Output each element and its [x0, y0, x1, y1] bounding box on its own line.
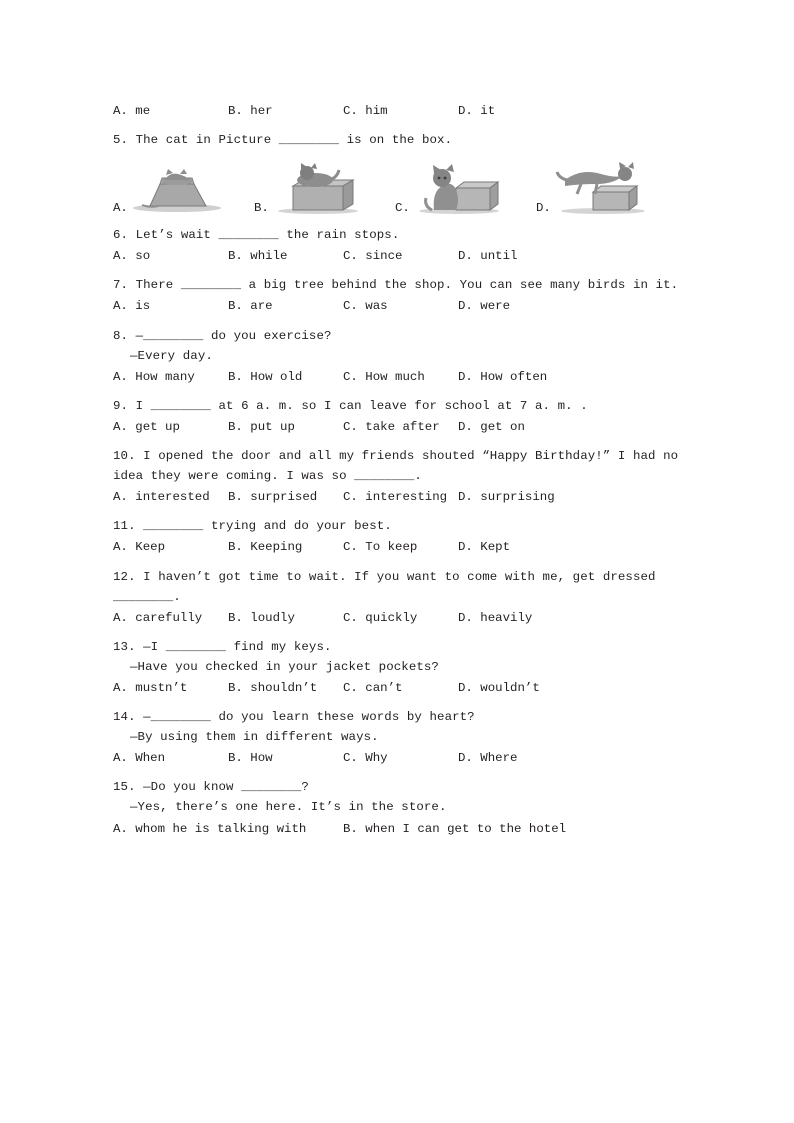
option-c[interactable]: C. was	[343, 299, 388, 314]
option-row	[113, 296, 686, 316]
option-b[interactable]: B. her	[228, 104, 273, 118]
cat-lying-flat-icon	[130, 158, 225, 216]
question-stem: 10. I opened the door and all my friends shouted “Happy Birthday!” I had no	[113, 449, 679, 464]
question-stem-cont: idea they were coming. I was so ________.	[113, 469, 422, 484]
question-block-q5	[113, 130, 686, 216]
question-block-q4-options	[113, 101, 686, 121]
option-b[interactable]: B. shouldn’t	[228, 680, 318, 695]
option-row	[113, 678, 686, 698]
option-a[interactable]: A. Keep	[113, 540, 166, 555]
cat-sitting-in-box-icon	[271, 158, 366, 216]
picture-label-c: C.	[395, 200, 410, 215]
question-stem: 13. —I ________ find my keys.	[113, 639, 332, 654]
picture-label-a: A.	[113, 200, 128, 215]
option-a[interactable]: A. mustn’t	[113, 680, 188, 695]
option-b[interactable]: B. surprised	[228, 490, 318, 505]
option-d[interactable]: D. heavily	[458, 610, 533, 625]
option-c[interactable]: C. interesting	[343, 490, 448, 505]
question-block-q7	[113, 275, 686, 316]
option-a[interactable]: A. How many	[113, 369, 195, 384]
option-b[interactable]: B. while	[228, 249, 288, 264]
option-b[interactable]: B. How old	[228, 369, 303, 384]
option-row	[113, 748, 686, 768]
option-a[interactable]: A. whom he is talking with	[113, 821, 307, 836]
question-stem: 9. I ________ at 6 a. m. so I can leave for school at 7 a. m. .	[113, 398, 588, 413]
picture-label-d: D.	[536, 200, 551, 215]
picture-option-a[interactable]	[113, 158, 254, 216]
question-stem-cont: ________.	[113, 589, 181, 604]
picture-option-c[interactable]	[395, 158, 536, 216]
option-c[interactable]: C. quickly	[343, 610, 418, 625]
option-c[interactable]: C. can’t	[343, 680, 403, 695]
question-stem-reply: —Every day.	[130, 348, 213, 363]
option-b[interactable]: B. put up	[228, 419, 295, 434]
option-a[interactable]: A. so	[113, 249, 151, 264]
option-b[interactable]: B. How	[228, 751, 273, 766]
question-stem-reply: —Yes, there’s one here. It’s in the store.	[130, 800, 447, 815]
option-c[interactable]: C. Why	[343, 751, 388, 766]
option-d[interactable]: D. it	[458, 104, 496, 118]
option-c[interactable]: C. him	[343, 104, 388, 118]
option-c[interactable]: C. since	[343, 249, 403, 264]
question-block-q14	[113, 707, 686, 768]
question-stem: 12. I haven’t got time to wait. If you want to come with me, get dressed	[113, 569, 656, 584]
option-row	[113, 537, 686, 557]
question-stem: 15. —Do you know ________?	[113, 780, 309, 795]
picture-option-b[interactable]	[254, 158, 395, 216]
option-c[interactable]: C. To keep	[343, 540, 418, 555]
question-block-q9	[113, 396, 686, 437]
cat-leaping-over-box-icon	[553, 158, 653, 216]
question-stem: 8. —________ do you exercise?	[113, 328, 332, 343]
option-b[interactable]: B. when I can get to the hotel	[343, 821, 567, 836]
option-a[interactable]: A. get up	[113, 419, 180, 434]
question-stem: 11. ________ trying and do your best.	[113, 519, 392, 534]
option-b[interactable]: B. are	[228, 299, 273, 314]
option-d[interactable]: D. wouldn’t	[458, 680, 540, 695]
option-b[interactable]: B. loudly	[228, 610, 295, 625]
option-d[interactable]: D. until	[458, 249, 518, 264]
question-block-q10	[113, 446, 686, 507]
option-row	[113, 417, 686, 437]
option-d[interactable]: D. were	[458, 299, 511, 314]
question-stem: 7. There ________ a big tree behind the shop. You can see many birds in it.	[113, 278, 679, 293]
option-row	[113, 246, 686, 266]
question-block-q6	[113, 225, 686, 266]
option-d[interactable]: D. get on	[458, 419, 525, 434]
question-stem: 5. The cat in Picture ________ is on the box.	[113, 133, 453, 148]
option-c[interactable]: C. take after	[343, 419, 440, 434]
option-b[interactable]: B. Keeping	[228, 540, 303, 555]
question-stem: 6. Let’s wait ________ the rain stops.	[113, 228, 400, 243]
question-block-q8	[113, 326, 686, 387]
option-row	[113, 367, 686, 387]
option-d[interactable]: D. Where	[458, 751, 518, 766]
question-stem-reply: —By using them in different ways.	[130, 730, 379, 745]
question-stem-reply: —Have you checked in your jacket pockets?	[130, 659, 439, 674]
picture-option-row	[113, 154, 686, 216]
option-d[interactable]: D. Kept	[458, 540, 511, 555]
option-a[interactable]: A. me	[113, 104, 151, 118]
option-row	[113, 608, 686, 628]
picture-option-d[interactable]	[536, 158, 653, 216]
question-block-q12	[113, 567, 686, 628]
cat-sitting-beside-box-icon	[412, 158, 507, 216]
option-a[interactable]: A. is	[113, 299, 151, 314]
option-c[interactable]: C. How much	[343, 369, 425, 384]
option-row	[113, 487, 686, 507]
question-block-q13	[113, 637, 686, 698]
option-d[interactable]: D. surprising	[458, 490, 555, 505]
option-d[interactable]: D. How often	[458, 369, 548, 384]
question-block-q15	[113, 777, 686, 838]
question-block-q11	[113, 516, 686, 557]
option-a[interactable]: A. carefully	[113, 610, 203, 625]
option-row	[113, 101, 686, 121]
option-a[interactable]: A. When	[113, 751, 166, 766]
picture-label-b: B.	[254, 200, 269, 215]
option-row	[113, 819, 686, 839]
question-stem: 14. —________ do you learn these words by heart?	[113, 710, 475, 725]
option-a[interactable]: A. interested	[113, 490, 210, 505]
